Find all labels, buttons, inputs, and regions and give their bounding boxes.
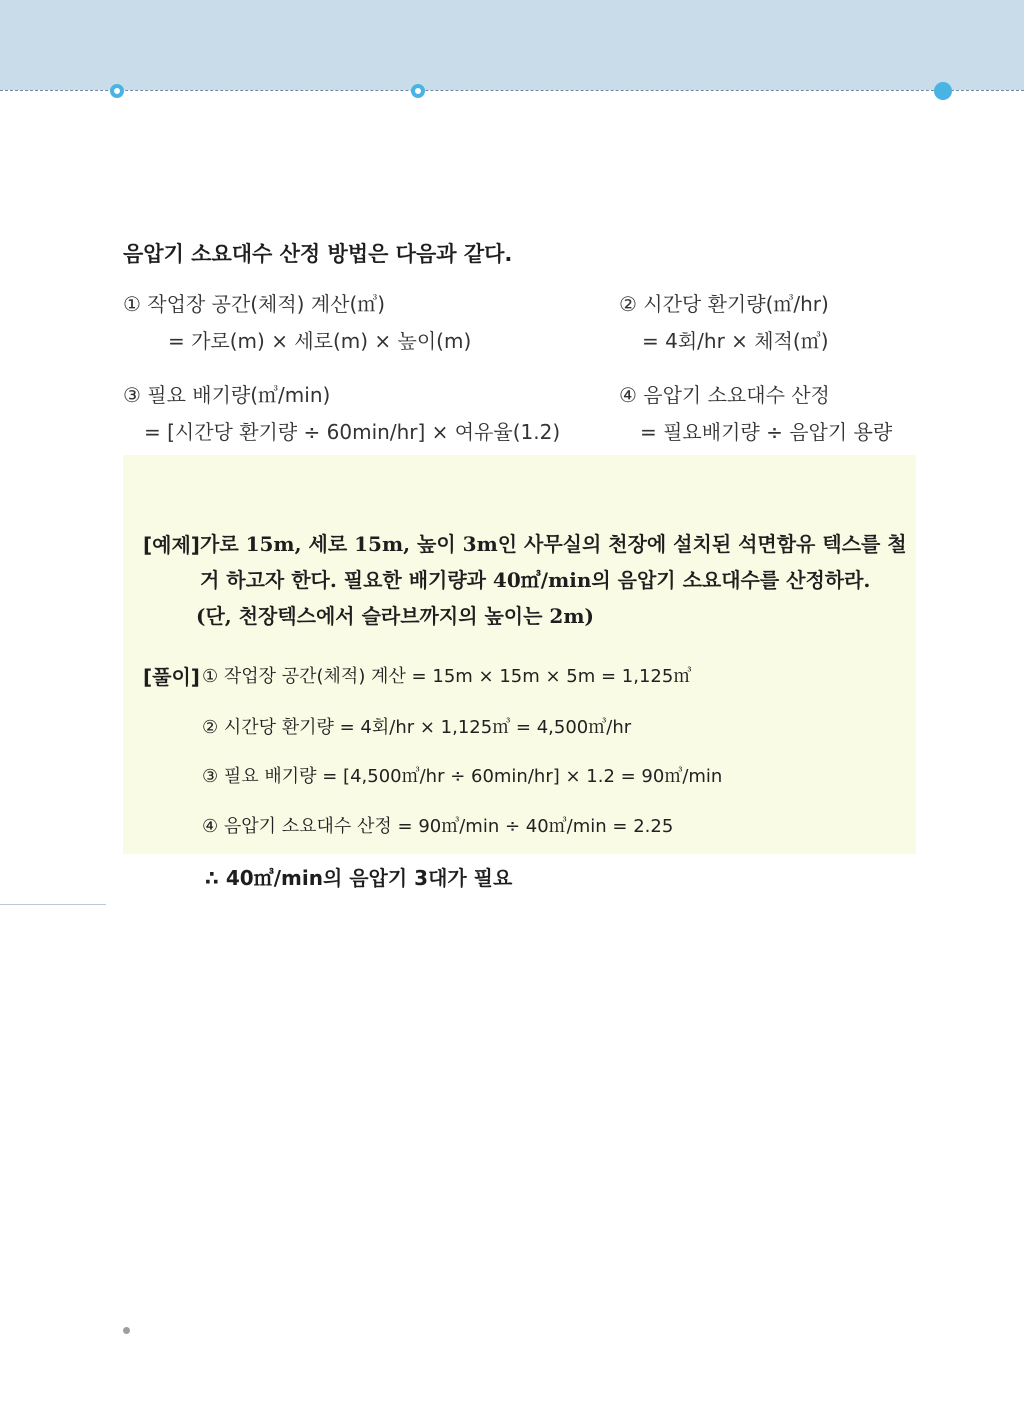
solution-step-4: ④ 음압기 소요대수 산정 = 90㎥/min ÷ 40㎥/min = 2.25: [202, 816, 674, 837]
solution-step-2: ② 시간당 환기량 = 4회/hr × 1,125㎥ = 4,500㎥/hr: [202, 717, 632, 738]
example-problem-line-2: 거 하고자 한다. 필요한 배기량과 40㎥/min의 음압기 소요대수를 산정하라.: [200, 568, 871, 592]
step-2-formula: = 4회/hr × 체적(㎥): [642, 329, 829, 353]
left-margin-rule: [0, 904, 106, 905]
header-solid-dot-right: [934, 82, 952, 100]
header-ring-dot-left: [110, 84, 124, 98]
page-marker-dot: [123, 1327, 130, 1334]
solution-conclusion: ∴ 40㎥/min의 음압기 3대가 필요: [205, 866, 513, 890]
step-4-formula: = 필요배기량 ÷ 음압기 용량: [640, 420, 893, 444]
step-1-formula: = 가로(m) × 세로(m) × 높이(m): [168, 329, 472, 353]
solution-step-1: ① 작업장 공간(체적) 계산 = 15m × 15m × 5m = 1,125㎥: [202, 666, 692, 687]
example-box: [123, 455, 916, 854]
step-4-title: ④ 음압기 소요대수 산정: [619, 383, 830, 407]
step-3-formula: = [시간당 환기량 ÷ 60min/hr] × 여유율(1.2): [144, 420, 561, 444]
solution-step-3: ③ 필요 배기량 = [4,500㎥/hr ÷ 60min/hr] × 1.2 = 90㎥/min: [202, 766, 723, 787]
example-problem-line-1: 가로 15m, 세로 15m, 높이 3m인 사무실의 천장에 설치된 석면함유 텍스를 철: [200, 532, 907, 556]
step-3-title: ③ 필요 배기량(㎥/min): [123, 383, 331, 407]
step-2-title: ② 시간당 환기량(㎥/hr): [619, 292, 829, 316]
header-ring-dot-center: [411, 84, 425, 98]
page-header-band: [0, 0, 1024, 90]
header-divider: [0, 90, 1024, 91]
example-tag: [예제]: [143, 533, 200, 557]
intro-sentence: 음압기 소요대수 산정 방법은 다음과 같다.: [123, 242, 513, 266]
example-problem-note: (단, 천장텍스에서 슬라브까지의 높이는 2m): [196, 604, 594, 628]
solution-tag: [풀이]: [143, 665, 200, 689]
step-1-title: ① 작업장 공간(체적) 계산(㎥): [123, 292, 386, 316]
